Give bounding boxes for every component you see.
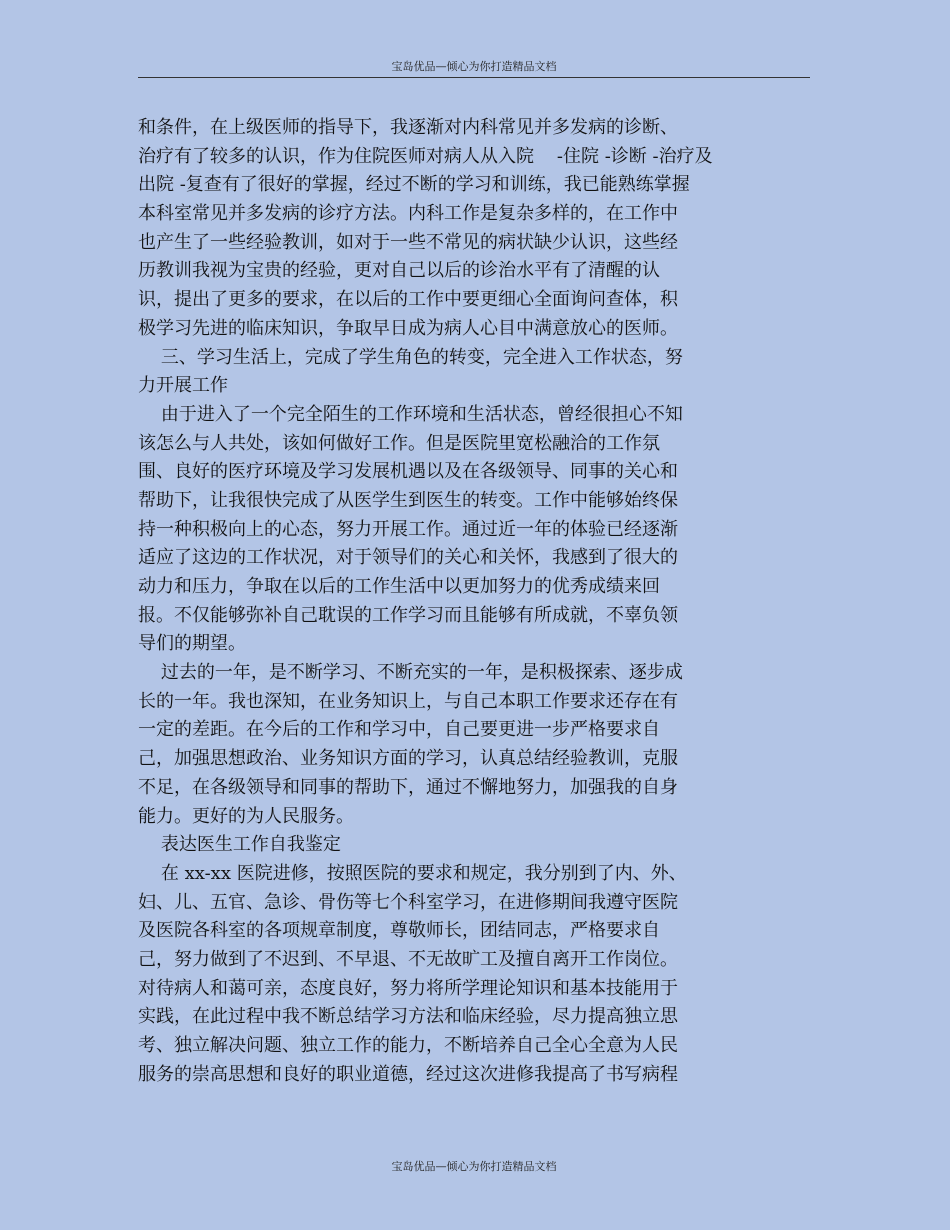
- text-line: 在 xx-xx 医院进修，按照医院的要求和规定，我分别到了内、外、: [138, 862, 687, 884]
- text-line: 过去的一年，是不断学习、不断充实的一年，是积极探索、逐步成: [138, 662, 683, 684]
- text-line: 一定的差距。在今后的工作和学习中，自己要更进一步严格要求自: [138, 719, 660, 741]
- text-line: 表达医生工作自我鉴定: [138, 834, 341, 856]
- text-line: 妇、儿、五官、急诊、骨伤等七个科室学习，在进修期间我遵守医院: [138, 891, 678, 913]
- text-line: 报。不仅能够弥补自己耽误的工作学习而且能够有所成就，不辜负领: [138, 604, 678, 626]
- text-line: 服务的崇高思想和良好的职业道德，经过这次进修我提高了书写病程: [138, 1063, 678, 1085]
- text-line: 持一种积极向上的心态，努力开展工作。通过近一年的体验已经逐渐: [138, 518, 678, 540]
- text-line: 极学习先进的临床知识，争取早日成为病人心目中满意放心的医师。: [138, 317, 678, 339]
- page-header: 宝岛优品—倾心为你打造精品文档: [391, 60, 557, 73]
- text-line: 和条件，在上级医师的指导下，我逐渐对内科常见并多发病的诊断、: [138, 117, 678, 138]
- text-line: 帮助下，让我很快完成了从医学生到医生的转变。工作中能够始终保: [138, 489, 678, 511]
- header-rule: [138, 77, 810, 78]
- text-line: 也产生了一些经验教训，如对于一些不常见的病状缺少认识，这些经: [138, 231, 678, 253]
- text-line: 实践，在此过程中我不断总结学习方法和临床经验，尽力提高独立思: [138, 1006, 678, 1028]
- text-line: 导们的期望。: [138, 633, 246, 655]
- text-line: 不足，在各级领导和同事的帮助下，通过不懈地努力，加强我的自身: [138, 776, 678, 798]
- text-line: 本科室常见并多发病的诊疗方法。内科工作是复杂多样的，在工作中: [138, 203, 678, 225]
- text-line: 己，加强思想政治、业务知识方面的学习，认真总结经验教训，克服: [138, 748, 678, 770]
- text-line: 识，提出了更多的要求，在以后的工作中要更细心全面询问查体，积: [138, 289, 678, 311]
- page-footer: 宝岛优品—倾心为你打造精品文档: [391, 1160, 557, 1173]
- document-body: [138, 114, 818, 1089]
- text-line: 围、良好的医疗环境及学习发展机遇以及在各级领导、同事的关心和: [138, 461, 678, 483]
- text-line: 长的一年。我也深知，在业务知识上，与自己本职工作要求还存在有: [138, 690, 678, 712]
- text-line: 该怎么与人共处，该如何做好工作。但是医院里宽松融洽的工作氛: [138, 432, 660, 454]
- text-line: 对待病人和蔼可亲，态度良好，努力将所学理论知识和基本技能用于: [138, 977, 678, 999]
- text-line: 能力。更好的为人民服务。: [138, 805, 354, 827]
- text-line: 三、学习生活上，完成了学生角色的转变，完全进入工作状态，努: [138, 346, 683, 368]
- text-line: 考、独立解决问题、独立工作的能力，不断培养自己全心全意为人民: [138, 1035, 678, 1056]
- text-line: 出院 -复查有了很好的掌握，经过不断的学习和训练，我已能熟练掌握: [138, 174, 690, 196]
- text-line: 及医院各科室的各项规章制度，尊敬师长，团结同志，严格要求自: [138, 920, 660, 942]
- text-line: 己，努力做到了不迟到、不早退、不无故旷工及擅自离开工作岗位。: [138, 948, 678, 970]
- text-line: 力开展工作: [138, 375, 228, 397]
- text-line: 历教训我视为宝贵的经验，更对自己以后的诊治水平有了清醒的认: [138, 260, 660, 282]
- text-line: 动力和压力，争取在以后的工作生活中以更加努力的优秀成绩来回: [138, 576, 660, 597]
- text-line: 适应了这边的工作状况，对于领导们的关心和关怀，我感到了很大的: [138, 547, 678, 569]
- text-line: 治疗有了较多的认识，作为住院医师对病人从入院 -住院 -诊断 -治疗及: [138, 145, 713, 167]
- text-line: 由于进入了一个完全陌生的工作环境和生活状态，曾经很担心不知: [138, 403, 683, 425]
